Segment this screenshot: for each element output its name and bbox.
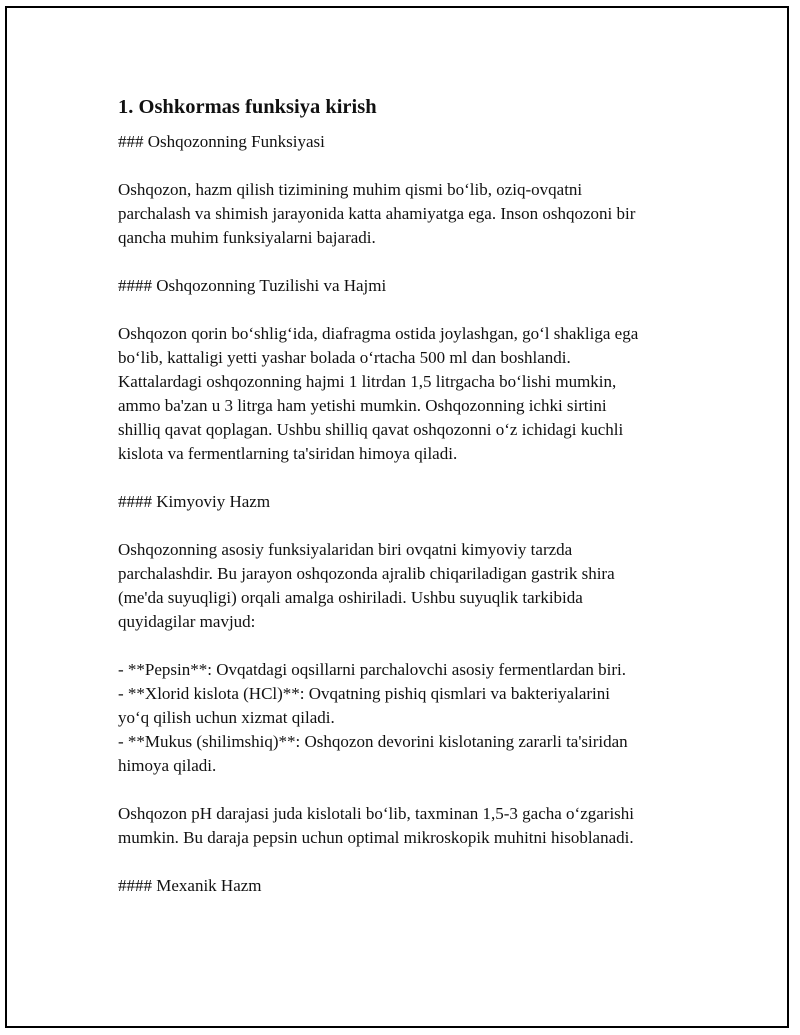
blank-line [118,298,718,322]
blank-line [118,154,718,178]
text-line: yoʻq qilish uchun xizmat qiladi. [118,708,335,727]
subheading-line: #### Mexanik Hazm [118,876,262,895]
text-line: parchalash va shimish jarayonida katta ahamiyatga ega. Inson oshqozoni bir [118,204,636,223]
text-line: Oshqozon pH darajasi juda kislotali boʻlib, taxminan 1,5-3 gacha oʻzgarishi [118,804,635,823]
list-item-line: - **Xlorid kislota (HCl)**: Ovqatning pishiq qismlari va bakteriyalarini [118,684,610,703]
blank-line [118,466,718,490]
blank-line [118,634,718,658]
subheading-line: #### Oshqozonning Tuzilishi va Hajmi [118,276,387,295]
blank-line [118,778,718,802]
text-line: qancha muhim funksiyalarni bajaradi. [118,228,376,247]
text-line: kislota va fermentlarning ta'siridan himoya qiladi. [118,444,458,463]
heading-line: ### Oshqozonning Funksiyasi [118,132,325,151]
text-line: parchalashdir. Bu jarayon oshqozonda ajralib chiqariladigan gastrik shira [118,564,615,583]
subheading-line: #### Kimyoviy Hazm [118,492,271,511]
text-line: mumkin. Bu daraja pepsin uchun optimal mikroskopik muhitni hisoblanadi. [118,828,634,847]
blank-line [118,250,718,274]
document-title: 1. Oshkormas funksiya kirish [118,96,377,118]
text-line: quyidagilar mavjud: [118,612,256,631]
text-line: boʻlib, kattaligi yetti yashar bolada oʻrtacha 500 ml dan boshlandi. [118,348,571,367]
text-line: Oshqozon qorin boʻshligʻida, diafragma ostida joylashgan, goʻl shakliga ega [118,324,639,343]
text-line: Oshqozonning asosiy funksiyalaridan biri ovqatni kimyoviy tarzda [118,540,573,559]
blank-line [118,514,718,538]
text-line: Kattalardagi oshqozonning hajmi 1 litrdan 1,5 litrgacha boʻlishi mumkin, [118,372,617,391]
text-line: Oshqozon, hazm qilish tizimining muhim qismi boʻlib, oziq-ovqatni [118,180,583,199]
text-line: (me'da suyuqligi) orqali amalga oshiriladi. Ushbu suyuqlik tarkibida [118,588,583,607]
document-lines [118,130,718,898]
blank-line [118,850,718,874]
list-item-line: - **Mukus (shilimshiq)**: Oshqozon devorini kislotaning zararli ta'siridan [118,732,628,751]
list-item-line: - **Pepsin**: Ovqatdagi oqsillarni parchalovchi asosiy fermentlardan biri. [118,660,626,679]
text-line: ammo ba'zan u 3 litrga ham yetishi mumkin. Oshqozonning ichki sirtini [118,396,607,415]
text-line: himoya qiladi. [118,756,217,775]
document-body [118,94,718,898]
text-line: shilliq qavat qoplagan. Ushbu shilliq qavat oshqozonni oʻz ichidagi kuchli [118,420,624,439]
